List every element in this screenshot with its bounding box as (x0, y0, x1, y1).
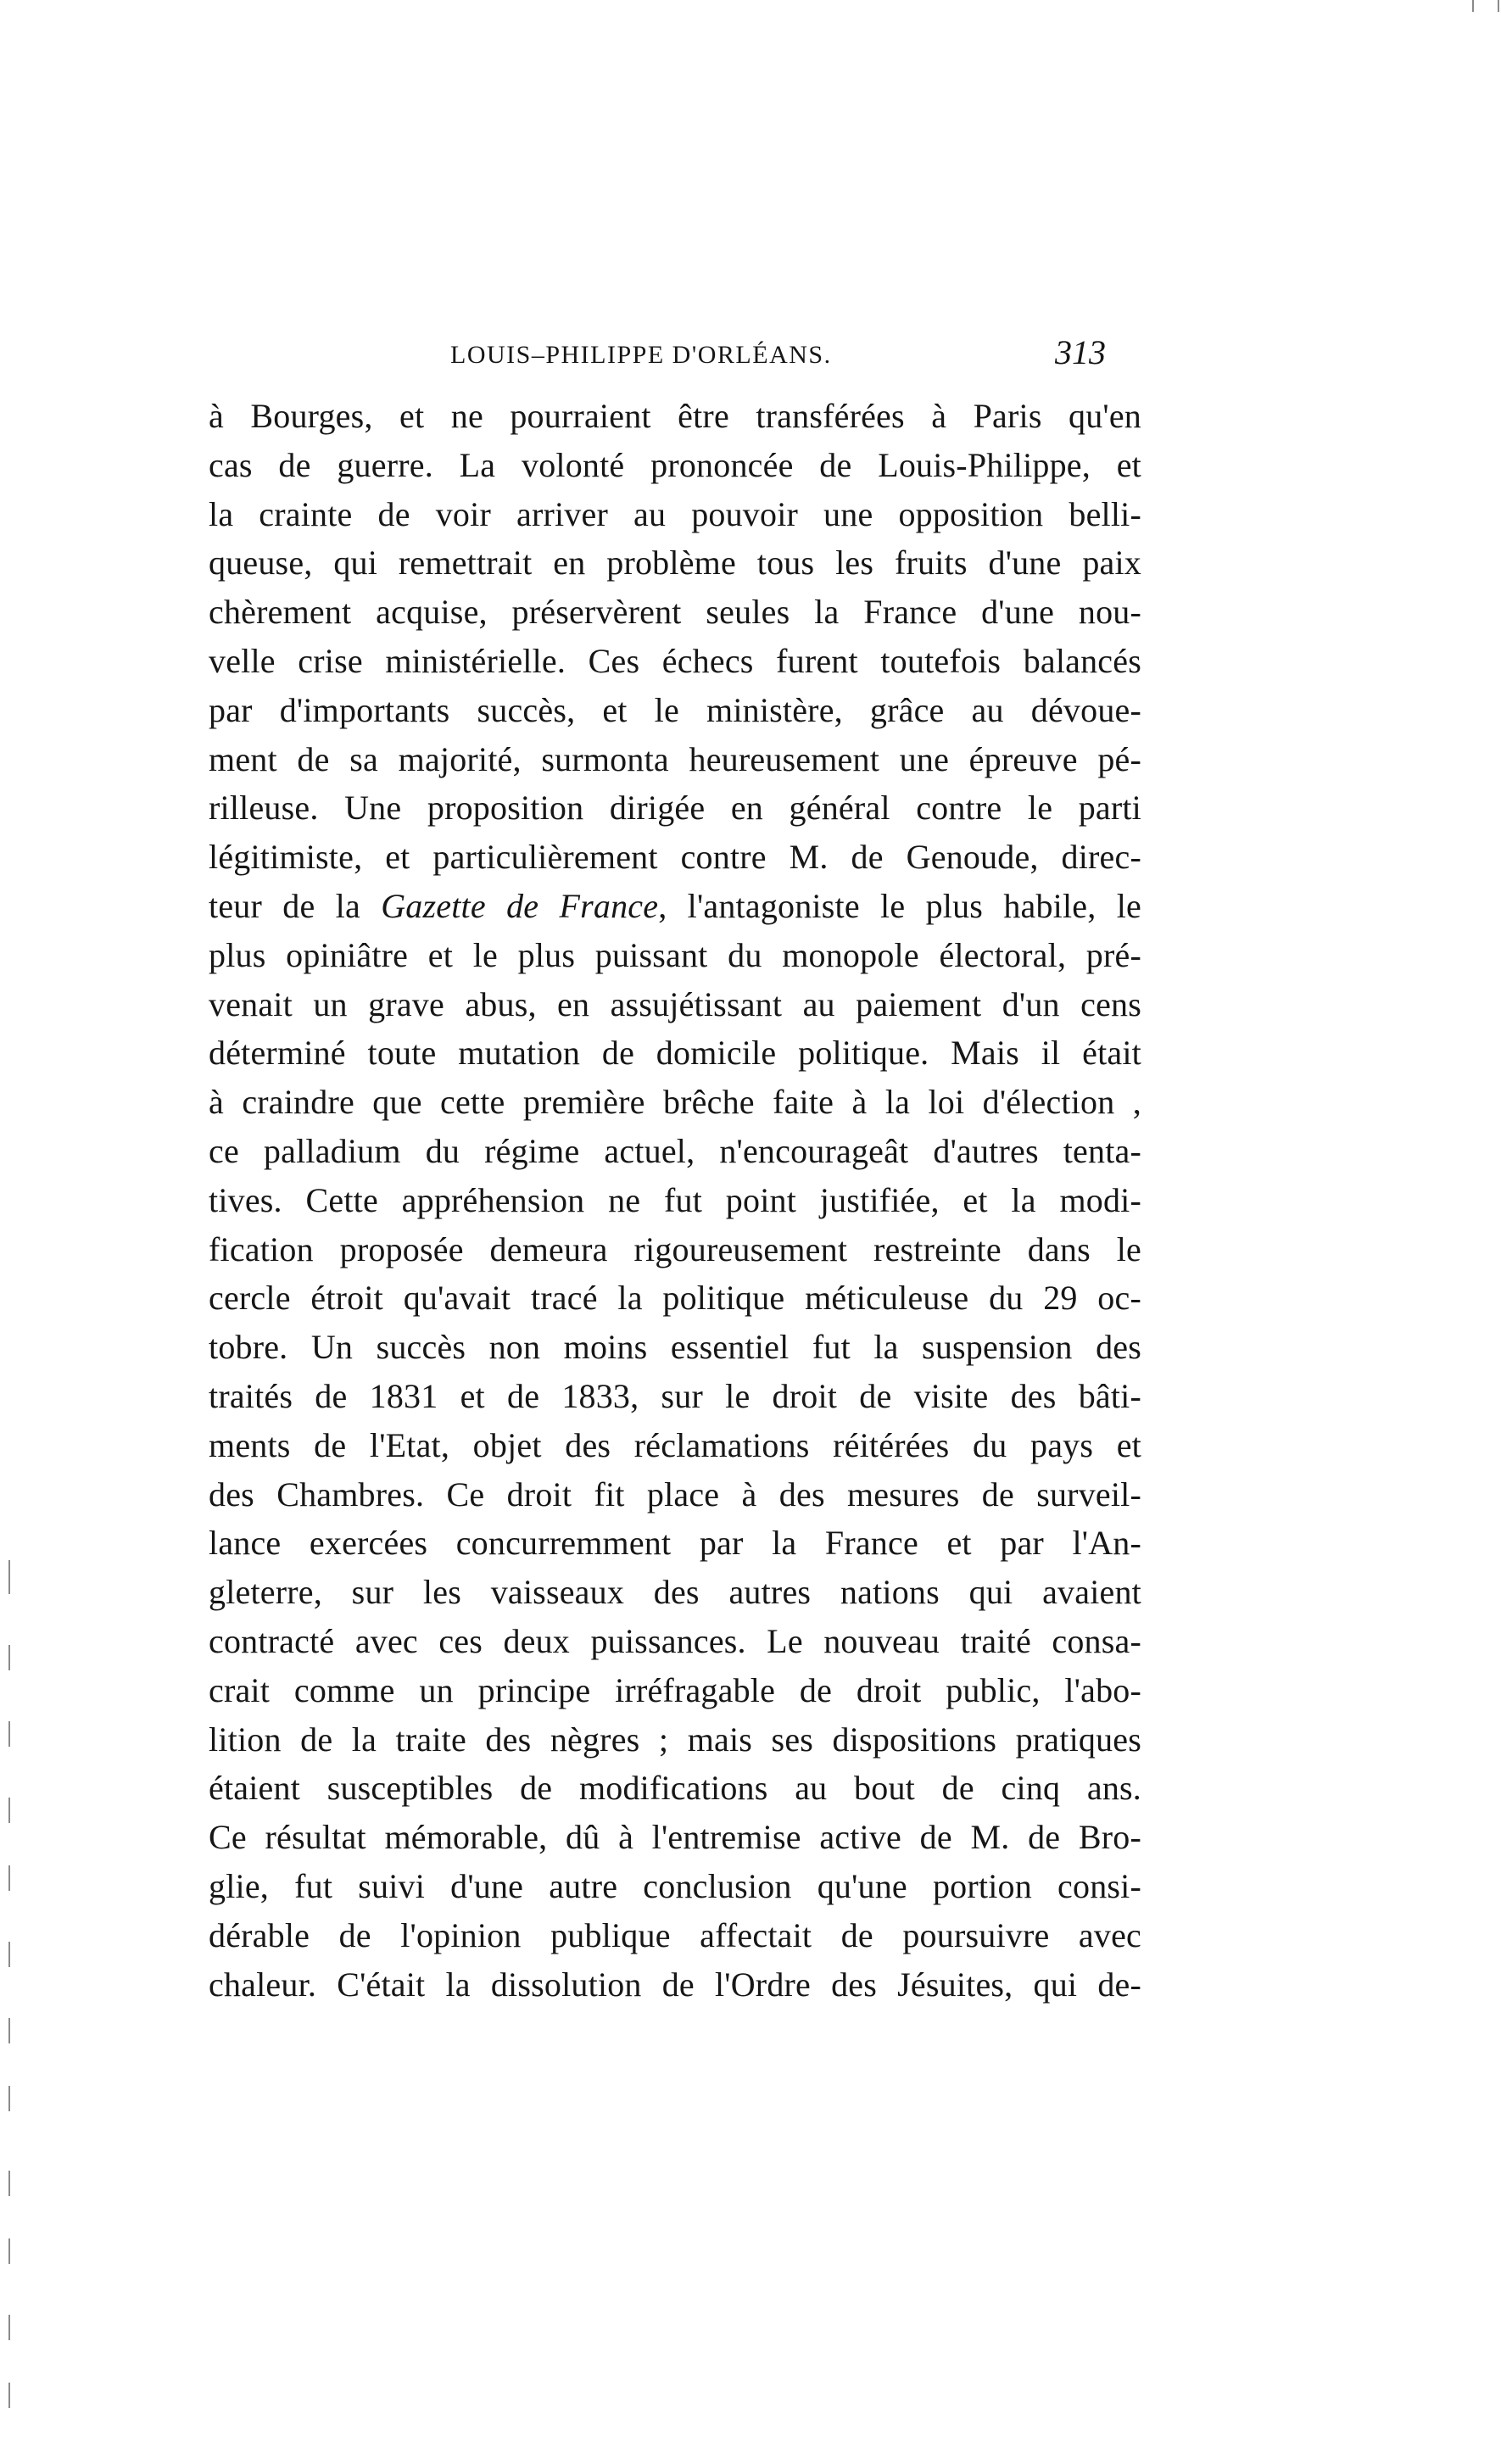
text-line: Ce résultat mémorable, dû à l'entremise active de M. de Bro- (209, 1818, 1141, 1857)
text-line: rilleuse. Une proposition dirigée en général contre le parti (209, 789, 1141, 828)
text-line: à craindre que cette première brêche faite à la loi d'élection , (209, 1083, 1141, 1122)
text-line: des Chambres. Ce droit fit place à des mesures de surveil- (209, 1474, 1141, 1514)
text-line: velle crise ministérielle. Ces échecs furent toutefois balancés (209, 641, 1141, 680)
text-line: ments de l'Etat, objet des réclamations réitérées du pays et (209, 1425, 1141, 1464)
italic-title: Gazette de France (381, 886, 659, 925)
scan-mark (8, 1560, 10, 1594)
text-line: légitimiste, et particulièrement contre M. de Genoude, direc- (209, 838, 1141, 877)
text-line: tobre. Un succès non moins essentiel fut la suspension des (209, 1328, 1141, 1367)
scan-mark (8, 2171, 10, 2196)
text-line: tives. Cette appréhension ne fut point justifiée, et la modi- (209, 1180, 1141, 1219)
text-line: traités de 1831 et de 1833, sur le droit de visite des bâti- (209, 1376, 1141, 1415)
text-line: lance exercées concurremment par la France et par l'An- (209, 1524, 1141, 1563)
text-line: chaleur. C'était la dissolution de l'Ordre des Jésuites, qui de- (209, 1965, 1141, 2004)
text-line: à Bourges, et ne pourraient être transférées à Paris qu'en (209, 397, 1141, 435)
scan-mark (8, 1942, 10, 1967)
scan-mark (8, 2086, 10, 2111)
scan-mark (8, 2383, 10, 2408)
running-title: LOUIS–PHILIPPE D'ORLÉANS. (450, 341, 832, 369)
scan-mark (8, 1865, 10, 1891)
line-part: teur de la (209, 886, 382, 925)
scan-mark (8, 2018, 10, 2043)
scan-mark (8, 2238, 10, 2264)
text-line: contracté avec ces deux puissances. Le nouveau traité consa- (209, 1621, 1141, 1660)
text-line: crait comme un principe irréfragable de droit public, l'abo- (209, 1670, 1141, 1709)
text-line: gleterre, sur les vaisseaux des autres nations qui avaient (209, 1573, 1141, 1612)
text-line: venait un grave abus, en assujétissant au paiement d'un cens (209, 984, 1141, 1023)
text-line: glie, fut suivi d'une autre conclusion qu'une portion consi- (209, 1866, 1141, 1905)
text-line: dérable de l'opinion publique affectait de poursuivre avec (209, 1915, 1141, 1954)
page-number: 313 (1055, 333, 1106, 371)
scan-mark (1472, 0, 1474, 12)
text-line: ment de sa majorité, surmonta heureusement une épreuve pé- (209, 739, 1141, 778)
text-line: par d'importants succès, et le ministère, grâce au dévoue- (209, 690, 1141, 729)
text-line: la crainte de voir arriver au pouvoir une opposition belli- (209, 494, 1141, 533)
text-line: ce palladium du régime actuel, n'encourageât d'autres tenta- (209, 1131, 1141, 1170)
scan-mark (8, 1721, 10, 1747)
scan-mark (1498, 0, 1499, 12)
text-line: lition de la traite des nègres ; mais ses dispositions pratiques (209, 1720, 1141, 1759)
text-line: cas de guerre. La volonté prononcée de Louis-Philippe, et (209, 445, 1141, 484)
text-line: plus opiniâtre et le plus puissant du monopole électoral, pré- (209, 935, 1141, 974)
scan-mark (8, 2315, 10, 2340)
running-head (209, 333, 1141, 392)
line-part: , l'antagoniste le plus habile, le (658, 886, 1141, 925)
body-text (209, 392, 1141, 2009)
text-line-with-italic (209, 882, 1141, 931)
text-line: étaient susceptibles de modifications au bout de cinq ans. (209, 1769, 1141, 1808)
text-line: cercle étroit qu'avait tracé la politique méticuleuse du 29 oc- (209, 1279, 1141, 1318)
scan-mark (8, 1798, 10, 1823)
text-line: chèrement acquise, préservèrent seules la France d'une nou- (209, 593, 1141, 632)
text-line: fication proposée demeura rigoureusement restreinte dans le (209, 1229, 1141, 1268)
scan-mark (8, 1645, 10, 1670)
text-line: queuse, qui remettrait en problème tous les fruits d'une paix (209, 544, 1141, 583)
text-line: déterminé toute mutation de domicile politique. Mais il était (209, 1034, 1141, 1073)
